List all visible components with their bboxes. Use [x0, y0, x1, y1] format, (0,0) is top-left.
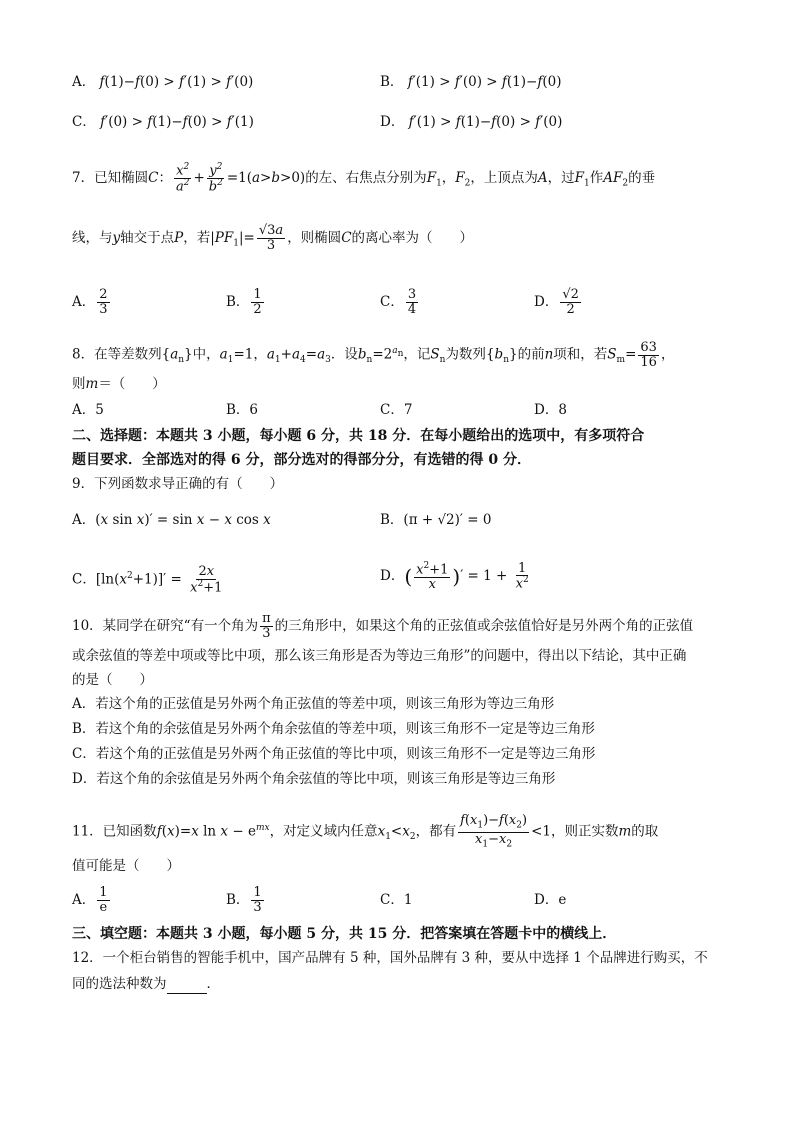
q10-option-a: A．若这个角的正弦值是另外两个角正弦值的等差中项，则该三角形为等边三角形 — [72, 696, 555, 712]
q11-option-b: B． $\frac{1}{3}$ — [226, 885, 262, 915]
q8-option-d: D．8 — [534, 402, 567, 418]
q11-option-c: C．1 — [380, 892, 413, 908]
answer-blank[interactable] — [167, 979, 207, 994]
q7-option-d: D． $\frac{√2}{2}$ — [534, 287, 579, 317]
q11-option-a: A． $\frac{1}{e}$ — [72, 885, 108, 915]
q9-option-a: A．(x sin x)′ = sin x − x cos x — [72, 512, 271, 528]
q7-option-b: B． $\frac{1}{2}$ — [226, 287, 262, 317]
question-10-stem: 10．某同学在研究“有一个角为 $\frac{\pi}{3}$ 的三角形中，如果这个角的正弦值或余弦值恰好是另外两个角的正弦值 — [72, 611, 694, 641]
question-8-stem: 8．在等差数列$\{a_n\}$中，$a_1=1$，$a_1+a_4=a_3$．设$b_n=2^{a_n}$，记$S_n$为数列$\{b_n\}$的前n项和，若$S_m=$ $\frac{63}{16}$ ， — [72, 339, 675, 370]
question-10-stem-line3: 的是（ ） — [72, 672, 153, 688]
question-11-stem: 11．已知函数f(x)=x $\ln x - e^{mx}$，对定义域内任意$x_1<x_2$，都有 $\frac{f(x_1)-f(x_2)}{x_1-x_2}$ <1，则正实数m的取 — [72, 813, 659, 850]
q7-option-a: A． $\frac{2}{3}$ — [72, 287, 108, 317]
q8-option-c: C．7 — [380, 402, 413, 418]
q7-option-c: C． $\frac{3}{4}$ — [380, 287, 417, 317]
q6-option-a: A． f(1)−f(0) > f′(1) > f′(0) — [72, 74, 254, 90]
q6-option-c: C． f′(0) > f(1)−f(0) > f′(1) — [72, 114, 254, 130]
question-8-line2: 则m＝（ ） — [72, 376, 166, 392]
question-7-stem-line2: 线，与y轴交于点P，若$|PF_1|=$ $\frac{√3a}{3}$ ，则椭圆C的离心率为（ ） — [72, 223, 474, 253]
q9-option-d: D．( $\frac{x^2+1}{x}$ )′ = 1 + $\frac{1}{x^2}$ — [380, 560, 529, 592]
question-10-stem-line2: 或余弦值的等差中项或等比中项，那么该三角形是否为等边三角形”的问题中，得出以下结论，其中正确 — [72, 648, 687, 664]
q6-option-b: B． f′(1) > f′(0) > f(1)−f(0) — [380, 74, 562, 90]
q9-option-c: C．$[\ln(x^2+1)]'$ = $\frac{2x}{x^2+1}$ — [72, 564, 223, 596]
section-2-heading-line2: 题目要求．全部选对的得 6 分，部分选对的得部分分，有选错的得 0 分． — [72, 452, 531, 468]
q10-option-c: C．若这个角的正弦值是另外两个角正弦值的等比中项，则该三角形不一定是等边三角形 — [72, 746, 596, 762]
question-9-stem: 9．下列函数求导正确的有（ ） — [72, 476, 284, 492]
section-2-heading: 二、选择题：本题共 3 小题，每小题 6 分，共 18 分．在每小题给出的选项中，有多项符合 — [72, 428, 645, 444]
q6-option-d: D． f′(1) > f(1)−f(0) > f′(0) — [380, 114, 563, 130]
section-3-heading: 三、填空题：本题共 3 小题，每小题 5 分，共 15 分．把答案填在答题卡中的横线上． — [72, 926, 617, 942]
q11-option-d: D．e — [534, 892, 567, 908]
q10-option-d: D．若这个角的余弦值是另外两个角余弦值的等比中项，则该三角形是等边三角形 — [72, 771, 556, 787]
question-7-stem: 7．已知椭圆C： $\frac{x^2}{a^2}$ + $\frac{y^2}{b^2}$ =1(a>b>0)的左、右焦点分别为$F_1$，$F_2$，上顶点为A，过$F_1$作$AF_2$的垂 — [72, 162, 656, 195]
question-12-stem-line2: 同的选法种数为 ． — [72, 976, 220, 992]
question-11-stem-line2: 值可能是（ ） — [72, 858, 180, 874]
q9-option-b: B．(π + √2)′ = 0 — [380, 512, 492, 528]
q8-option-a: A．5 — [72, 402, 104, 418]
question-12-stem: 12．一个柜台销售的智能手机中，国产品牌有 5 种，国外品牌有 3 种，要从中选择 1 个品牌进行购买，不 — [72, 950, 708, 966]
q8-option-b: B．6 — [226, 402, 259, 418]
q10-option-b: B．若这个角的余弦值是另外两个角余弦值的等差中项，则该三角形不一定是等边三角形 — [72, 721, 595, 737]
